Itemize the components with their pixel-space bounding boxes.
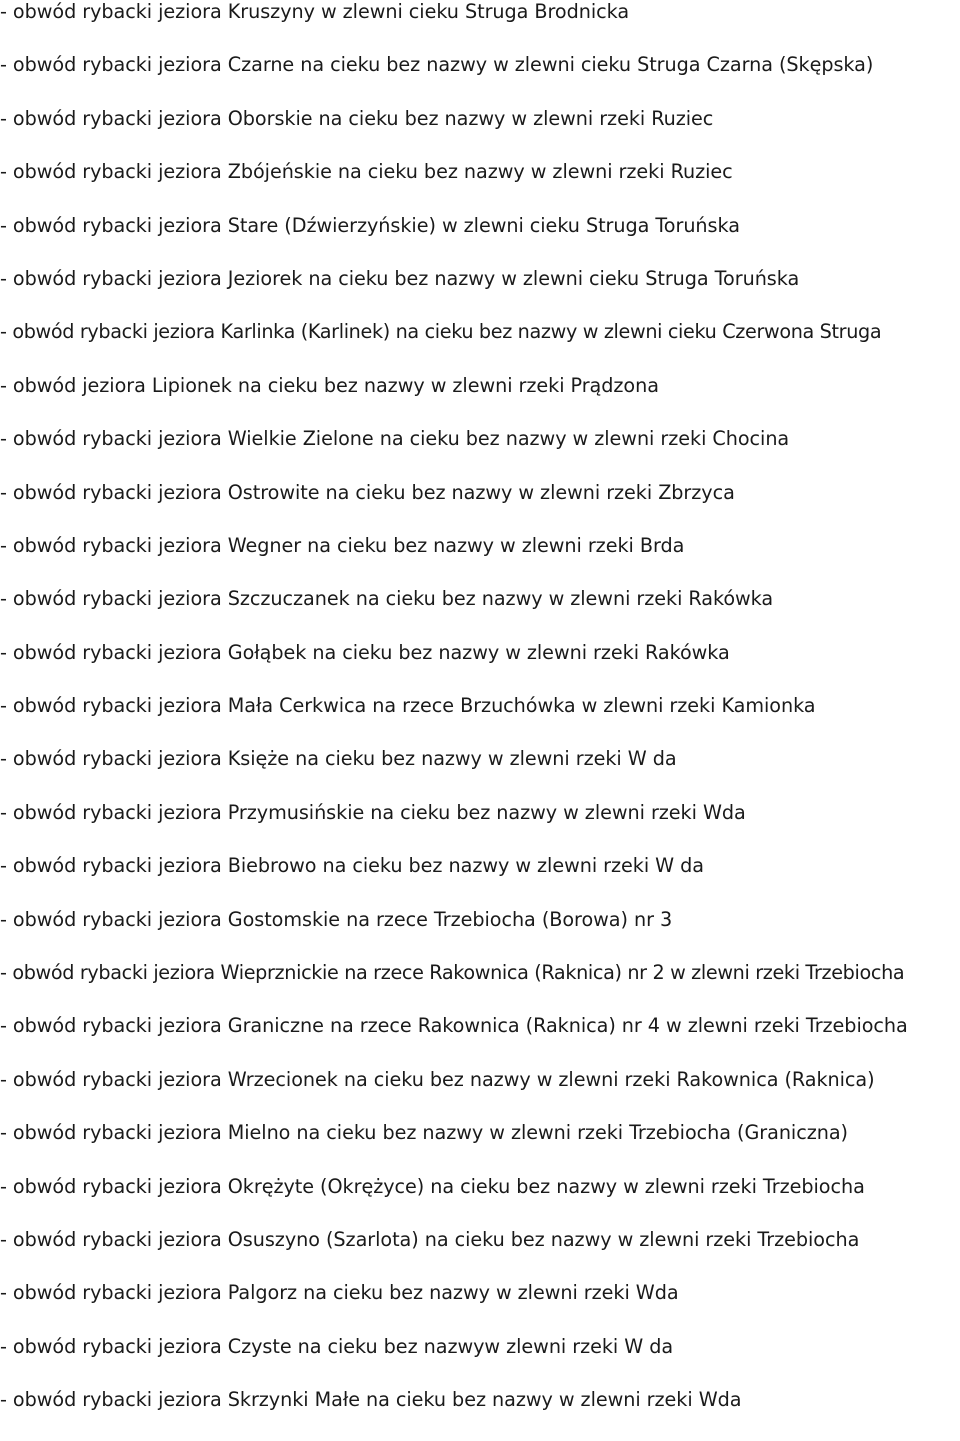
list-item: - obwód rybacki jeziora Jeziorek na cieku bez nazwy w zlewni cieku Struga Toruńska [0, 266, 800, 290]
list-item: - obwód rybacki jeziora Wieprznickie na rzece Rakownica (Raknica) nr 2 w zlewni rzeki Trzebiocha [0, 961, 905, 985]
list-item: - obwód rybacki jeziora Biebrowo na cieku bez nazwy w zlewni rzeki W da [0, 854, 704, 878]
list-item: - obwód rybacki jeziora Czyste na cieku bez nazwyw zlewni rzeki W da [0, 1334, 674, 1358]
list-item: - obwód jeziora Lipionek na cieku bez nazwy w zlewni rzeki Prądzona [0, 373, 659, 397]
list-item: - obwód rybacki jeziora Palgorz na cieku bez nazwy w zlewni rzeki Wda [0, 1281, 679, 1305]
list-item: - obwód rybacki jeziora Gostomskie na rzece Trzebiocha (Borowa) nr 3 [0, 907, 673, 931]
list-item: - obwód rybacki jeziora Gołąbek na cieku bez nazwy w zlewni rzeki Rakówka [0, 640, 730, 664]
list-item: - obwód rybacki jeziora Przymusińskie na cieku bez nazwy w zlewni rzeki Wda [0, 800, 746, 824]
list-item: - obwód rybacki jeziora Skrzynki Małe na cieku bez nazwy w zlewni rzeki Wda [0, 1388, 742, 1412]
list-item: - obwód rybacki jeziora Szczuczanek na cieku bez nazwy w zlewni rzeki Rakówka [0, 587, 774, 611]
list-item: - obwód rybacki jeziora Mielno na cieku bez nazwy w zlewni rzeki Trzebiocha (Graniczna) [0, 1121, 848, 1145]
list-item: - obwód rybacki jeziora Wegner na cieku bez nazwy w zlewni rzeki Brda [0, 533, 685, 557]
list-item: - obwód rybacki jeziora Księże na cieku bez nazwy w zlewni rzeki W da [0, 747, 677, 771]
list-item: - obwód rybacki jeziora Osuszyno (Szarlota) na cieku bez nazwy w zlewni rzeki Trzebiocha [0, 1227, 860, 1251]
list-item: - obwód rybacki jeziora Graniczne na rzece Rakownica (Raknica) nr 4 w zlewni rzeki Trzebiocha [0, 1014, 908, 1038]
list-item: - obwód rybacki jeziora Stare (Dźwierzyńskie) w zlewni cieku Struga Toruńska [0, 213, 740, 237]
list-item: - obwód rybacki jeziora Kruszyny w zlewni cieku Struga Brodnicka [0, 0, 630, 23]
list-item: - obwód rybacki jeziora Karlinka (Karlinek) na cieku bez nazwy w zlewni cieku Czerwona Struga [0, 320, 882, 344]
list-item: - obwód rybacki jeziora Wielkie Zielone na cieku bez nazwy w zlewni rzeki Chocina [0, 427, 790, 451]
list-item: - obwód rybacki jeziora Mała Cerkwica na rzece Brzuchówka w zlewni rzeki Kamionka [0, 694, 816, 718]
list-item: - obwód rybacki jeziora Okrężyte (Okrężyce) na cieku bez nazwy w zlewni rzeki Trzebiocha [0, 1174, 865, 1198]
list-item: - obwód rybacki jeziora Wrzecionek na cieku bez nazwy w zlewni rzeki Rakownica (Raknica) [0, 1067, 875, 1091]
list-item: - obwód rybacki jeziora Ostrowite na cieku bez nazwy w zlewni rzeki Zbrzyca [0, 480, 735, 504]
list-item: - obwód rybacki jeziora Zbójeńskie na cieku bez nazwy w zlewni rzeki Ruziec [0, 160, 733, 184]
list-item: - obwód rybacki jeziora Oborskie na cieku bez nazwy w zlewni rzeki Ruziec [0, 106, 714, 130]
list-item: - obwód rybacki jeziora Czarne na cieku bez nazwy w zlewni cieku Struga Czarna (Skępska) [0, 53, 874, 77]
